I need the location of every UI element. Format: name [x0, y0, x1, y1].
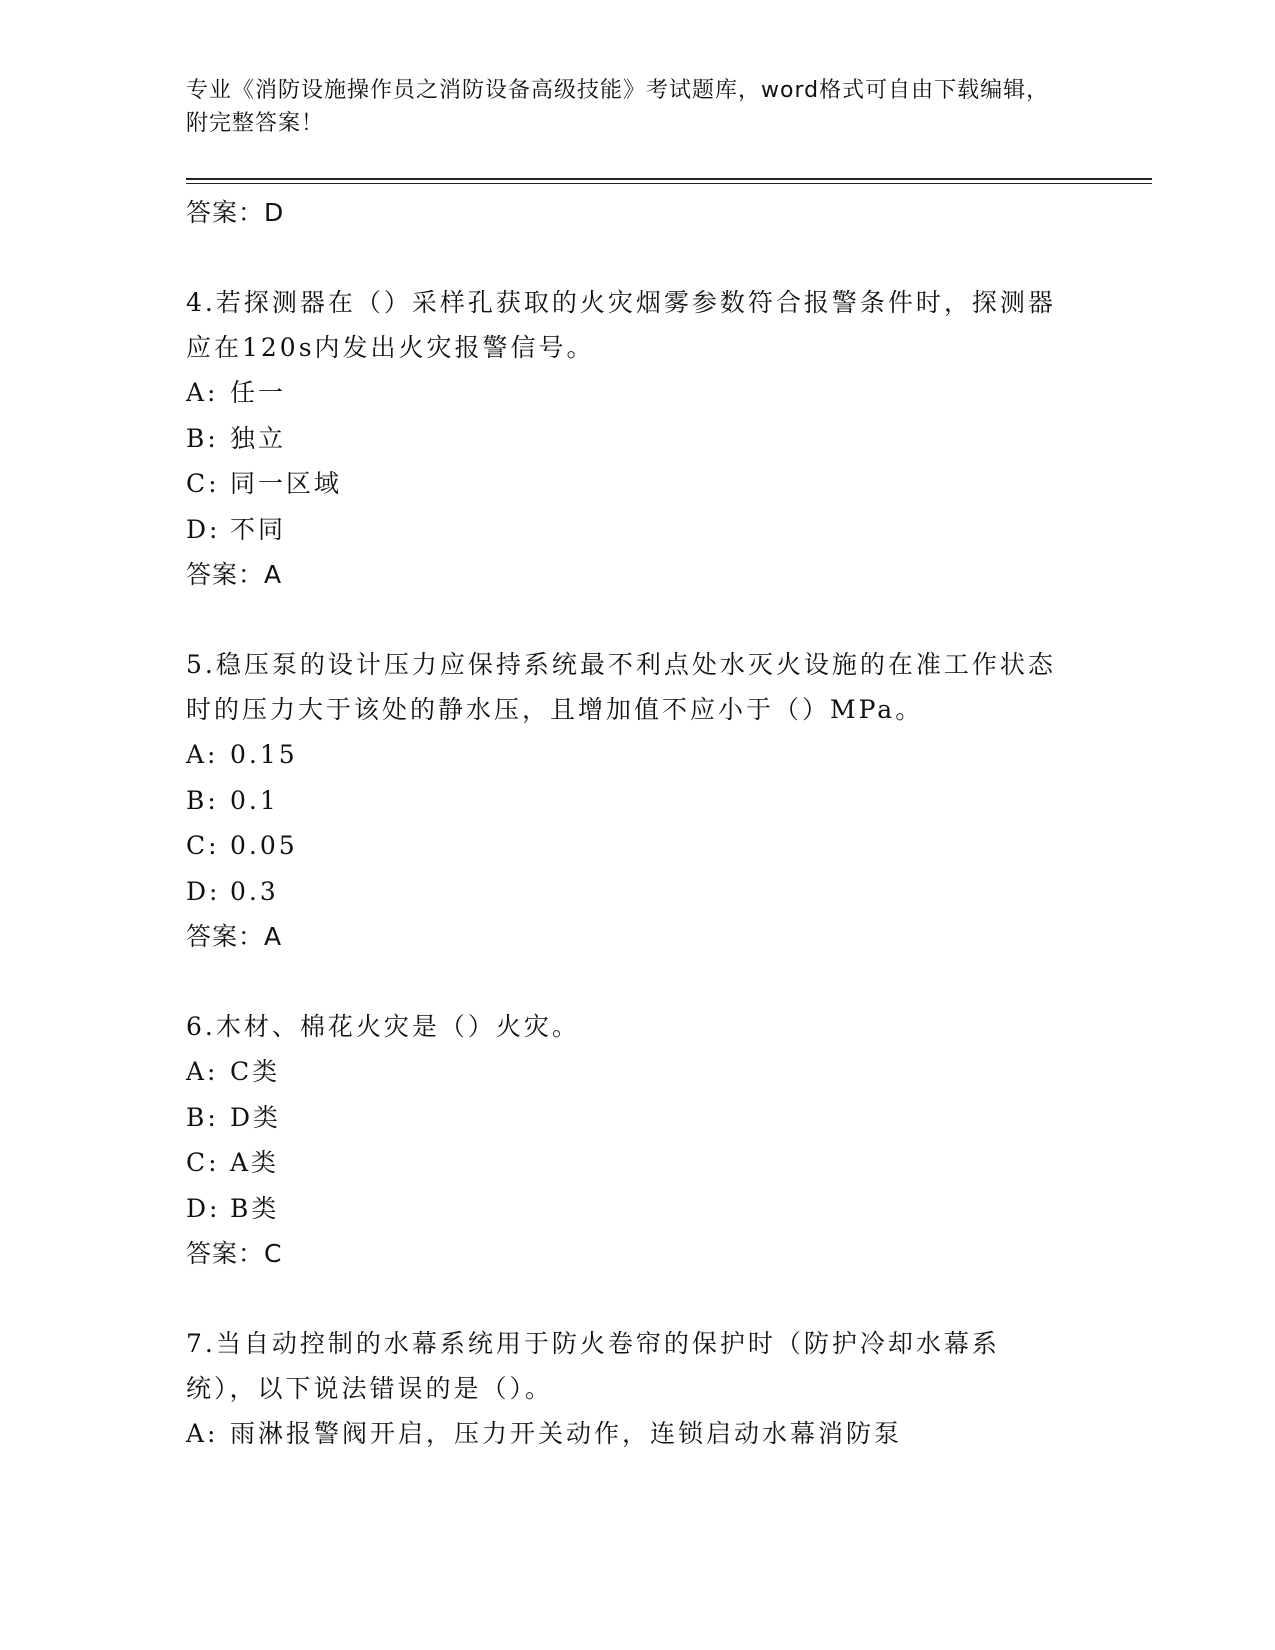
option-letter: B: [186, 785, 219, 815]
question-text: 5.稳压泵的设计压力应保持系统最不利点处水灭火设施的在准工作状态时的压力大于该处的静水压，且增加值不应小于（）MPa。 [186, 650, 1056, 724]
option-d [186, 869, 1066, 915]
answer-line: 答案：A [186, 922, 283, 951]
option-letter: B: [186, 423, 219, 453]
page-header: 专业《消防设施操作员之消防设备高级技能》考试题库，word格式可自由下载编辑，附完整答案！ [186, 78, 1050, 136]
option-a [186, 1411, 1066, 1457]
option-text: 0.15 [230, 740, 298, 769]
option-d [186, 507, 1066, 553]
option-b [186, 778, 1066, 824]
option-letter: B: [186, 1102, 219, 1132]
question-list [186, 190, 1066, 1457]
option-letter: A: [186, 1419, 219, 1448]
option-letter: A: [186, 740, 219, 769]
option-letter: C: [186, 1148, 220, 1177]
option-text: 不同 [230, 514, 287, 544]
option-b [186, 1095, 1066, 1141]
question-text: 7.当自动控制的水幕系统用于防火卷帘的保护时（防护冷却水幕系统），以下说法错误的是（）。 [186, 1329, 1000, 1403]
option-letter: A: [186, 378, 219, 407]
option-letter: C: [186, 831, 220, 860]
option-a [186, 370, 1066, 416]
option-c [186, 1140, 1066, 1186]
option-c [186, 461, 1066, 507]
option-letter: D: [186, 1193, 221, 1223]
option-text: D类 [230, 1102, 282, 1132]
option-text: 0.3 [230, 876, 279, 906]
option-letter: D: [186, 514, 221, 544]
option-d [186, 1186, 1066, 1232]
option-text: 0.05 [230, 831, 298, 860]
option-text: C类 [230, 1057, 281, 1086]
option-text: B类 [230, 1193, 280, 1223]
option-text: 独立 [230, 423, 287, 453]
option-text: 雨淋报警阀开启，压力开关动作，连锁启动水幕消防泵 [230, 1419, 903, 1448]
answer-line: 答案：C [186, 1239, 283, 1268]
question-text: 4.若探测器在（）采样孔获取的火灾烟雾参数符合报警条件时，探测器应在120s内发出火灾报警信号。 [186, 288, 1056, 362]
option-text: 任一 [230, 378, 287, 407]
option-letter: C: [186, 469, 220, 498]
option-b [186, 416, 1066, 462]
option-letter: A: [186, 1057, 219, 1086]
option-letter: D: [186, 876, 221, 906]
option-text: 0.1 [230, 785, 279, 815]
option-a [186, 1049, 1066, 1095]
option-a [186, 732, 1066, 778]
option-text: 同一区域 [230, 469, 343, 498]
question-text: 6.木材、棉花火灾是（）火灾。 [186, 1012, 580, 1041]
option-text: A类 [230, 1148, 280, 1177]
option-c [186, 823, 1066, 869]
header-divider [186, 178, 1152, 184]
answer-line: 答案：A [186, 560, 283, 589]
answer-line: 答案：D [186, 198, 285, 227]
